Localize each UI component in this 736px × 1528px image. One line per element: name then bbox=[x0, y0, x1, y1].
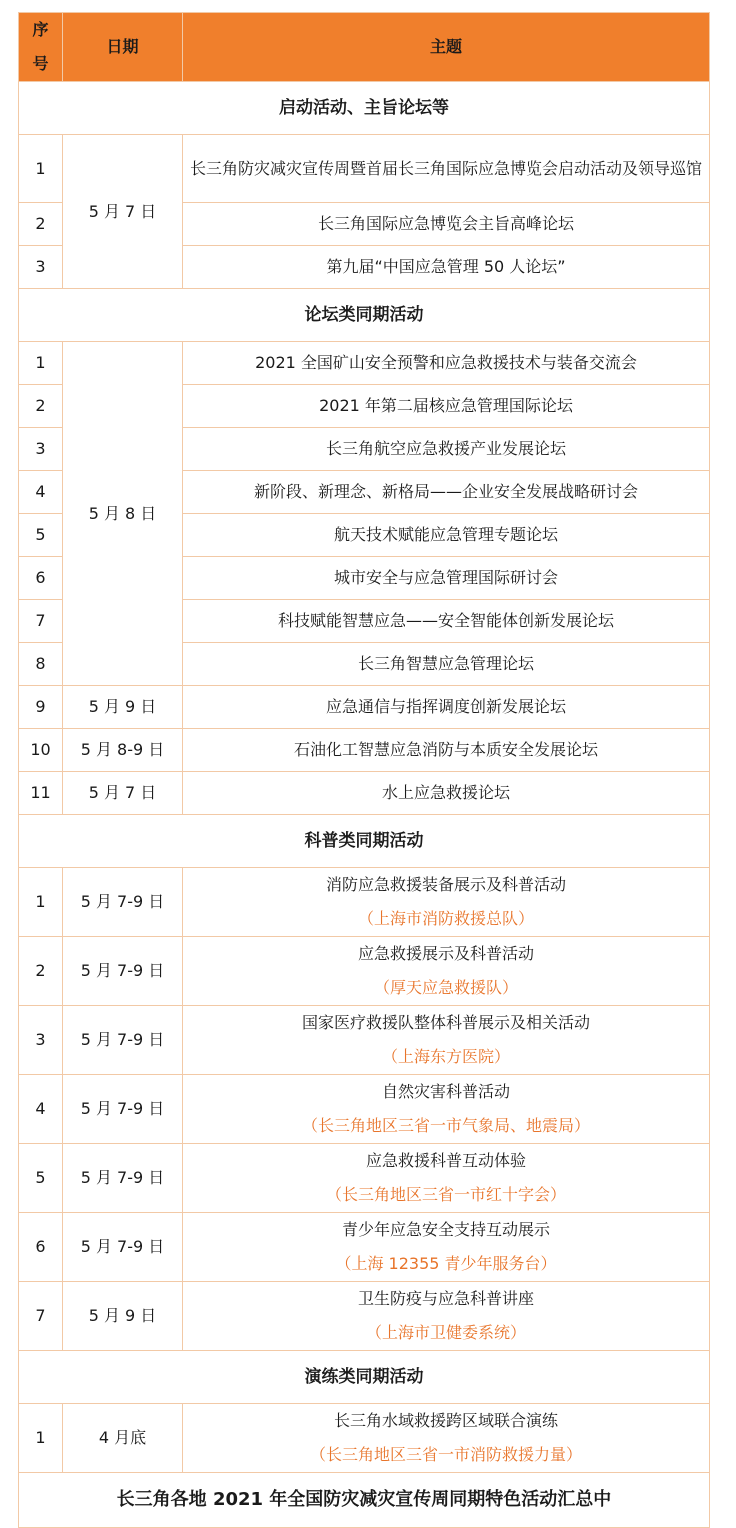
row-date: 5 月 7-9 日 bbox=[63, 1213, 183, 1282]
row-date: 5 月 7 日 bbox=[63, 772, 183, 815]
row-topic: 青少年应急安全支持互动展示 bbox=[341, 1220, 550, 1239]
table-row bbox=[19, 1404, 710, 1473]
row-organizer: （上海东方医院） bbox=[381, 1047, 510, 1066]
row-no: 4 bbox=[19, 1075, 63, 1144]
row-organizer: （长三角地区三省一市气象局、地震局） bbox=[301, 1116, 590, 1135]
row-topic: 航天技术赋能应急管理专题论坛 bbox=[183, 514, 710, 557]
row-organizer: （长三角地区三省一市消防救援力量） bbox=[309, 1445, 582, 1464]
row-topic: 应急通信与指挥调度创新发展论坛 bbox=[183, 686, 710, 729]
row-topic: 卫生防疫与应急科普讲座 bbox=[357, 1289, 534, 1308]
row-topic: 科技赋能智慧应急——安全智能体创新发展论坛 bbox=[183, 600, 710, 643]
table-row bbox=[19, 772, 710, 815]
row-topic: 应急救援展示及科普活动 bbox=[357, 944, 534, 963]
row-no: 3 bbox=[19, 428, 63, 471]
row-date: 5 月 7-9 日 bbox=[63, 937, 183, 1006]
row-organizer: （上海 12355 青少年服务台） bbox=[335, 1254, 557, 1273]
row-topic: 2021 全国矿山安全预警和应急救援技术与装备交流会 bbox=[183, 342, 710, 385]
row-no: 5 bbox=[19, 1144, 63, 1213]
table-row bbox=[19, 686, 710, 729]
row-topic-cell bbox=[183, 1404, 710, 1473]
row-topic: 新阶段、新理念、新格局——企业安全发展战略研讨会 bbox=[183, 471, 710, 514]
row-date: 4 月底 bbox=[63, 1404, 183, 1473]
row-no: 7 bbox=[19, 1282, 63, 1351]
section-title: 启动活动、主旨论坛等 bbox=[19, 82, 710, 135]
row-no: 6 bbox=[19, 1213, 63, 1282]
table-row bbox=[19, 729, 710, 772]
activity-table-container bbox=[18, 12, 710, 1528]
row-no: 9 bbox=[19, 686, 63, 729]
row-no: 7 bbox=[19, 600, 63, 643]
row-topic-cell bbox=[183, 1144, 710, 1213]
row-organizer: （长三角地区三省一市红十字会） bbox=[325, 1185, 566, 1204]
section-row bbox=[19, 1351, 710, 1404]
row-topic: 自然灾害科普活动 bbox=[381, 1082, 510, 1101]
table-row bbox=[19, 1144, 710, 1213]
row-date: 5 月 7-9 日 bbox=[63, 1144, 183, 1213]
row-date: 5 月 9 日 bbox=[63, 1282, 183, 1351]
row-no: 4 bbox=[19, 471, 63, 514]
row-topic: 应急救援科普互动体验 bbox=[365, 1151, 526, 1170]
row-date: 5 月 8 日 bbox=[63, 342, 183, 686]
row-date: 5 月 7-9 日 bbox=[63, 868, 183, 937]
row-topic: 长三角智慧应急管理论坛 bbox=[183, 643, 710, 686]
row-topic: 石油化工智慧应急消防与本质安全发展论坛 bbox=[183, 729, 710, 772]
row-topic: 国家医疗救援队整体科普展示及相关活动 bbox=[301, 1013, 590, 1032]
header-date: 日期 bbox=[63, 13, 183, 82]
row-topic-cell bbox=[183, 1006, 710, 1075]
row-organizer: （厚天应急救援队） bbox=[373, 978, 518, 997]
table-row bbox=[19, 1006, 710, 1075]
table-row bbox=[19, 135, 710, 203]
row-topic-cell bbox=[183, 1075, 710, 1144]
row-topic-cell bbox=[183, 937, 710, 1006]
table-row bbox=[19, 342, 710, 385]
row-organizer: （上海市卫健委系统） bbox=[365, 1323, 526, 1342]
table-row bbox=[19, 1075, 710, 1144]
row-no: 1 bbox=[19, 868, 63, 937]
table-row bbox=[19, 868, 710, 937]
row-topic-cell bbox=[183, 1282, 710, 1351]
table-row bbox=[19, 1213, 710, 1282]
row-date: 5 月 7-9 日 bbox=[63, 1006, 183, 1075]
table-row bbox=[19, 937, 710, 1006]
row-topic-cell bbox=[183, 868, 710, 937]
row-no: 2 bbox=[19, 203, 63, 246]
header-no: 序号 bbox=[19, 13, 63, 82]
table-row bbox=[19, 1282, 710, 1351]
row-topic-cell bbox=[183, 1213, 710, 1282]
table-header-row bbox=[19, 13, 710, 82]
row-no: 2 bbox=[19, 937, 63, 1006]
footer-row bbox=[19, 1473, 710, 1528]
row-topic: 水上应急救援论坛 bbox=[183, 772, 710, 815]
row-no: 8 bbox=[19, 643, 63, 686]
row-topic: 城市安全与应急管理国际研讨会 bbox=[183, 557, 710, 600]
section-row bbox=[19, 289, 710, 342]
row-no: 3 bbox=[19, 246, 63, 289]
row-topic: 长三角水域救援跨区域联合演练 bbox=[333, 1411, 558, 1430]
section-title: 论坛类同期活动 bbox=[19, 289, 710, 342]
row-date: 5 月 7 日 bbox=[63, 135, 183, 289]
activity-table bbox=[18, 12, 710, 1528]
footer-note: 长三角各地 2021 年全国防灾减灾宣传周同期特色活动汇总中 bbox=[19, 1473, 710, 1528]
row-topic: 长三角航空应急救援产业发展论坛 bbox=[183, 428, 710, 471]
row-date: 5 月 8-9 日 bbox=[63, 729, 183, 772]
row-topic: 长三角国际应急博览会主旨高峰论坛 bbox=[183, 203, 710, 246]
row-topic: 消防应急救援装备展示及科普活动 bbox=[325, 875, 566, 894]
row-no: 5 bbox=[19, 514, 63, 557]
section-title: 演练类同期活动 bbox=[19, 1351, 710, 1404]
section-row bbox=[19, 82, 710, 135]
row-no: 6 bbox=[19, 557, 63, 600]
row-no: 10 bbox=[19, 729, 63, 772]
row-date: 5 月 9 日 bbox=[63, 686, 183, 729]
row-no: 1 bbox=[19, 135, 63, 203]
row-topic: 2021 年第二届核应急管理国际论坛 bbox=[183, 385, 710, 428]
section-row bbox=[19, 815, 710, 868]
row-no: 1 bbox=[19, 1404, 63, 1473]
row-organizer: （上海市消防救援总队） bbox=[357, 909, 534, 928]
row-topic: 第九届“中国应急管理 50 人论坛” bbox=[183, 246, 710, 289]
row-no: 11 bbox=[19, 772, 63, 815]
row-no: 1 bbox=[19, 342, 63, 385]
section-title: 科普类同期活动 bbox=[19, 815, 710, 868]
row-topic: 长三角防灾减灾宣传周暨首届长三角国际应急博览会启动活动及领导巡馆 bbox=[183, 135, 710, 203]
row-no: 3 bbox=[19, 1006, 63, 1075]
row-date: 5 月 7-9 日 bbox=[63, 1075, 183, 1144]
header-topic: 主题 bbox=[183, 13, 710, 82]
row-no: 2 bbox=[19, 385, 63, 428]
